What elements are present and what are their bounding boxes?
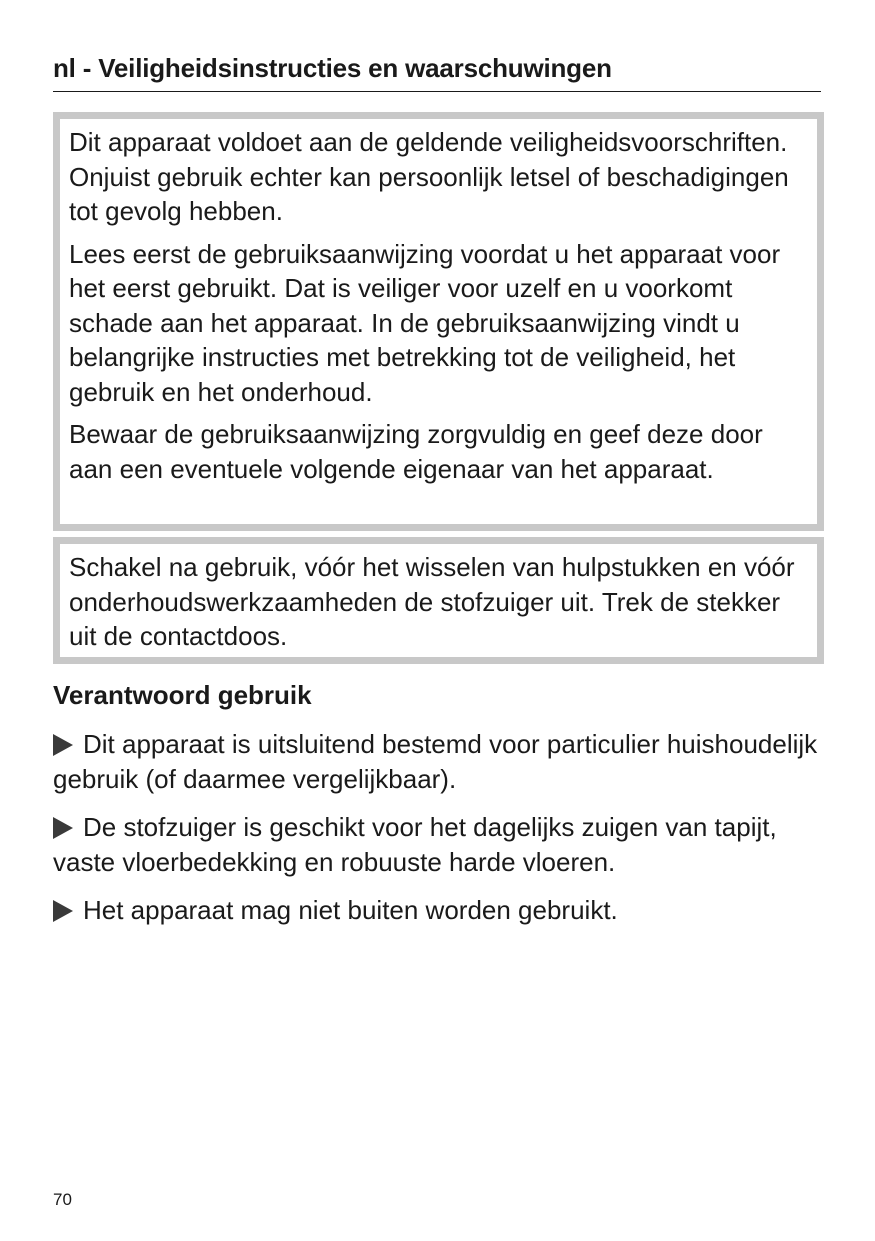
safety-notice-box — [53, 112, 824, 531]
safety-notice-paragraph: Bewaar de gebruiksaanwijzing zorgvuldig en geef deze door aan een eventuele volgende eigenaar van het apparaat. — [69, 419, 763, 484]
list-item-text: Dit apparaat is uitsluitend bestemd voor particulier huishoudelijk gebruik (of daarmee vergelijkbaar). — [53, 729, 818, 794]
page-title: nl - Veiligheidsinstructies en waarschuwingen — [53, 52, 821, 92]
list-item-text: Het apparaat mag niet buiten worden gebruikt. — [83, 895, 618, 925]
safety-notice-paragraph: Lees eerst de gebruiksaanwijzing voordat u het apparaat voor het eerst gebruikt. Dat is veiliger voor uzelf en u voorkomt schade aan het apparaat. In de gebruiksaanwijzing vindt u belangrijke instructies met betrekking tot de veiligheid, het gebruik en het onderhoud. — [69, 238, 781, 407]
triangle-bullet-icon — [53, 734, 73, 756]
switch-off-notice-box — [53, 537, 824, 664]
section-heading: Verantwoord gebruik — [53, 680, 312, 710]
list-item-text: De stofzuiger is geschikt voor het dagelijks zuigen van tapijt, vaste vloerbedekking en robuuste harde vloeren. — [53, 812, 777, 877]
switch-off-notice-text: Schakel na gebruik, vóór het wisselen van hulpstukken en vóór onderhoudswerkzaamheden de stofzuiger uit. Trek de stekker uit de contactdoos. — [69, 552, 795, 651]
list-item — [53, 893, 821, 928]
responsible-use-section — [53, 677, 821, 942]
list-item — [53, 727, 821, 796]
triangle-bullet-icon — [53, 817, 73, 839]
list-item — [53, 810, 821, 879]
triangle-bullet-icon — [53, 900, 73, 922]
safety-notice-paragraph: Dit apparaat voldoet aan de geldende veiligheidsvoorschriften. Onjuist gebruik echter kan persoonlijk letsel of beschadigingen tot gevolg hebben. — [69, 127, 789, 226]
page-number: 70 — [53, 1190, 72, 1209]
